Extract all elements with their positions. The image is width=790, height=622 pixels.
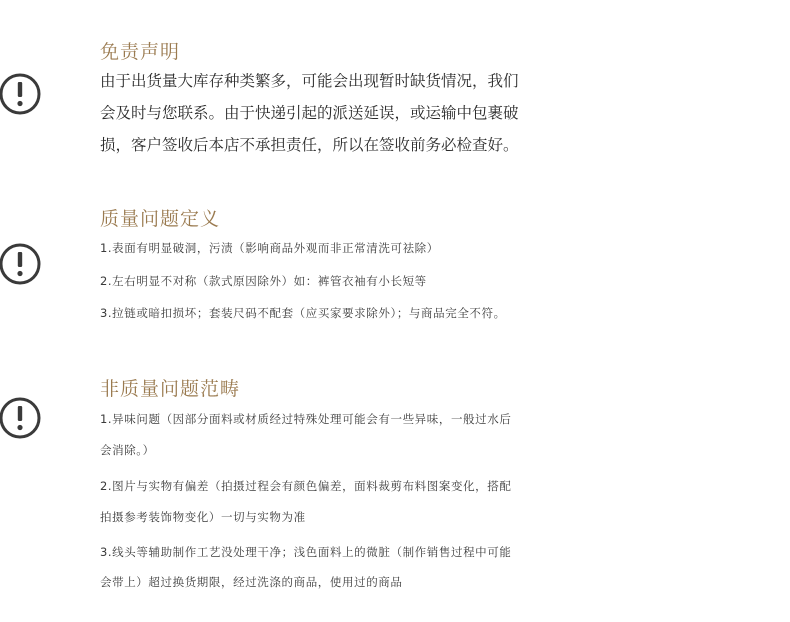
list-item: 会带上）超过换货期限，经过洗涤的商品，使用过的商品 bbox=[100, 575, 403, 589]
list-item: 拍摄参考装饰物变化）一切与实物为准 bbox=[100, 510, 306, 524]
list-item: 2.左右明显不对称（款式原因除外）如：裤管衣袖有小长短等 bbox=[100, 274, 427, 288]
disclaimer-line: 会及时与您联系。由于快递引起的派送延误，或运输中包裹破 bbox=[100, 104, 519, 122]
disclaimer-line: 损，客户签收后本店不承担责任，所以在签收前务必检查好。 bbox=[100, 136, 519, 154]
list-item: 1.异味问题（因部分面料或材质经过特殊处理可能会有一些异味，一般过水后 bbox=[100, 412, 512, 426]
exclamation-icon bbox=[0, 396, 44, 440]
quality-section bbox=[0, 190, 790, 340]
list-item: 3.拉链或暗扣损坏；套装尺码不配套（应买家要求除外）；与商品完全不符。 bbox=[100, 306, 506, 320]
section-title: 免责声明 bbox=[100, 41, 181, 63]
list-item: 会消除。） bbox=[100, 443, 155, 457]
list-item: 3.线头等辅助制作工艺没处理干净；浅色面料上的微脏（制作销售过程中可能 bbox=[100, 545, 512, 559]
exclamation-icon bbox=[0, 242, 44, 286]
disclaimer-section bbox=[0, 0, 790, 190]
exclamation-icon bbox=[0, 72, 44, 116]
list-item: 1.表面有明显破洞，污渍（影响商品外观而非正常清洗可祛除） bbox=[100, 241, 439, 255]
section-title: 非质量问题范畴 bbox=[100, 378, 241, 400]
non-quality-section bbox=[0, 362, 790, 612]
disclaimer-line: 由于出货量大库存种类繁多，可能会出现暂时缺货情况，我们 bbox=[100, 72, 519, 90]
section-title: 质量问题定义 bbox=[100, 208, 221, 230]
list-item: 2.图片与实物有偏差（拍摄过程会有颜色偏差，面料裁剪布料图案变化，搭配 bbox=[100, 479, 512, 493]
